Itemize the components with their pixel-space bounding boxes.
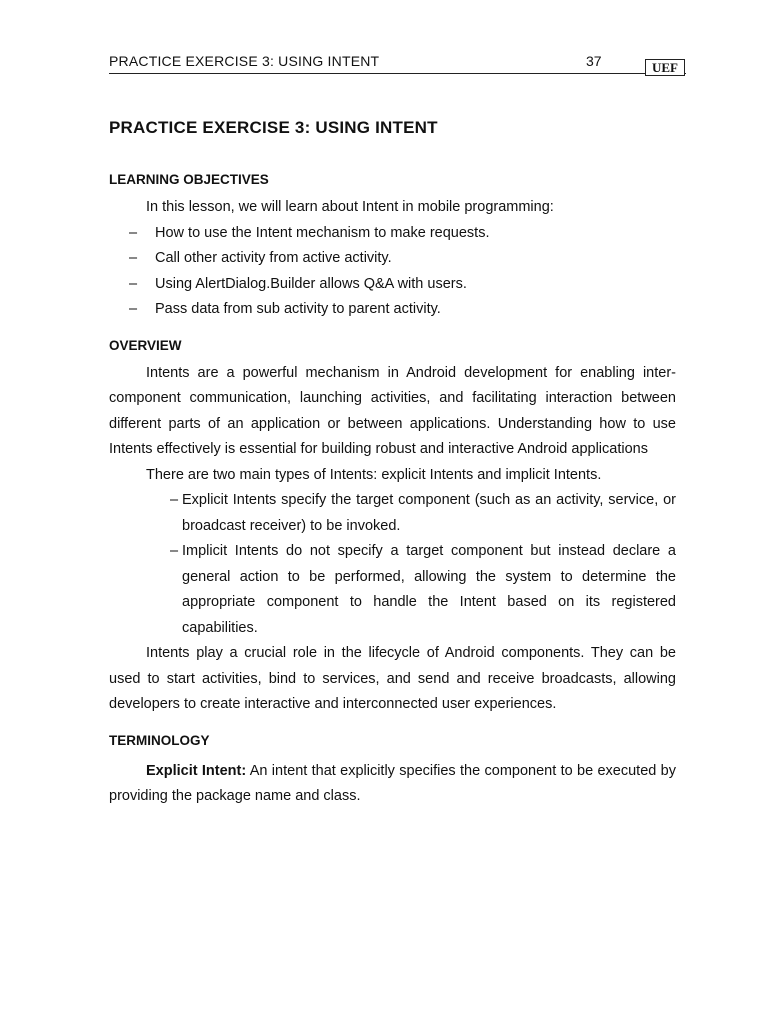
- list-item: – How to use the Intent mechanism to make requests.: [109, 221, 676, 247]
- overview-paragraph: Intents are a powerful mechanism in Android development for enabling inter-component communication, launching activities, and facilitating interaction between different parts of an application or between applications. Understanding how to use Intents effectively is essential for building robust and interactive Android applications: [109, 364, 676, 457]
- uef-logo: UEF: [645, 59, 685, 76]
- term-label: Explicit Intent:: [146, 762, 247, 779]
- list-item: – Call other activity from active activity.: [109, 246, 676, 272]
- running-title: PRACTICE EXERCISE 3: USING INTENT: [109, 53, 380, 69]
- learning-objectives-heading: LEARNING OBJECTIVES: [109, 172, 269, 187]
- overview-heading: OVERVIEW: [109, 337, 182, 353]
- terminology-entry: [109, 759, 676, 810]
- page-title: PRACTICE EXERCISE 3: USING INTENT: [109, 118, 438, 137]
- overview-paragraph: Intents play a crucial role in the lifecycle of Android components. They can be used to start activities, bind to services, and send and receive broadcasts, allowing developers to create interactive and interconnected user experiences.: [109, 645, 676, 712]
- list-item: – Using AlertDialog.Builder allows Q&A with users.: [109, 272, 676, 298]
- list-item: – Implicit Intents do not specify a target component but instead declare a general action to be performed, allowing the system to determine the appropriate component to handle the Intent based on its registered capabilities.: [109, 539, 676, 641]
- intent-types-intro: There are two main types of Intents: explicit Intents and implicit Intents.: [146, 466, 602, 483]
- list-item: – Pass data from sub activity to parent activity.: [109, 297, 676, 323]
- term-definition: An intent that explicitly specifies the component to be executed by providing the package name and class.: [109, 762, 676, 804]
- list-item: – Explicit Intents specify the target component (such as an activity, service, or broadcast receiver) to be invoked.: [109, 488, 676, 539]
- page-number: 37: [586, 53, 602, 69]
- intent-types-list: [109, 488, 676, 641]
- page-content: [109, 118, 676, 810]
- page-header: [109, 52, 686, 74]
- objectives-intro: In this lesson, we will learn about Intent in mobile programming:: [146, 199, 554, 215]
- terminology-heading: TERMINOLOGY: [109, 732, 210, 748]
- objectives-list: [109, 221, 676, 323]
